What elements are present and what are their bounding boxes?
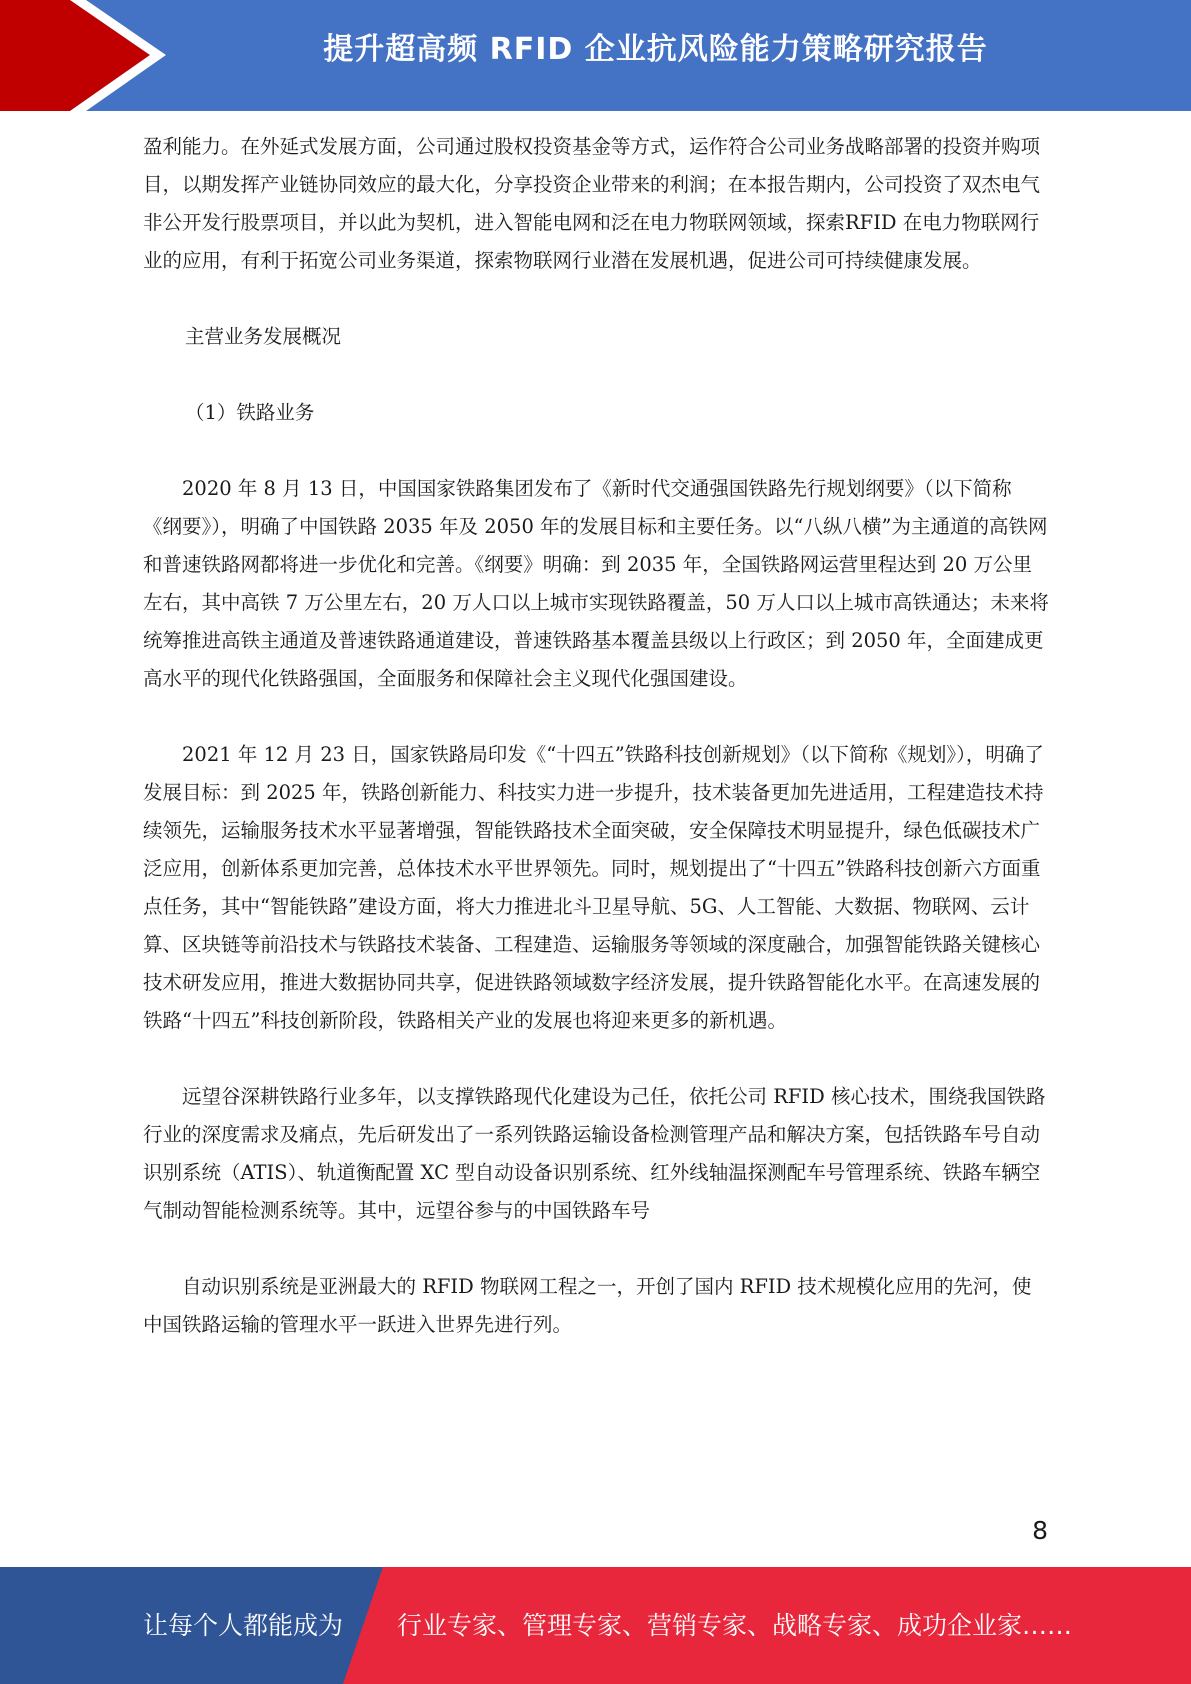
- subsection-heading-railway: （1）铁路业务: [185, 401, 315, 424]
- paragraph-company-railway: 远望谷深耕铁路行业多年，以支撑铁路现代化建设为己任，依托公司 RFID 核心技术，围绕我国铁路行业的深度需求及痛点，先后研发出了一系列铁路运输设备检测管理产品和解决方案，包括铁路车号自动识别系统（ATIS）、轨道衡配置 XC 型自动设备识别系统、红外线轴温探测配车号管理系统、铁路车辆空气制动智能检测系统等。其中，远望谷参与的中国铁路车号: [143, 1085, 1046, 1222]
- document-title: 提升超高频 RFID 企业抗风险能力策略研究报告: [323, 32, 988, 67]
- footer-slogan-right: 行业专家、管理专家、营销专家、战略专家、成功企业家……: [397, 1611, 1073, 1640]
- page-footer: [0, 1567, 1191, 1684]
- page-number: 8: [1032, 1516, 1048, 1545]
- paragraph-atis: 自动识别系统是亚洲最大的 RFID 物联网工程之一，开创了国内 RFID 技术规模化应用的先河，使中国铁路运输的管理水平一跃进入世界先进行列。: [143, 1275, 1032, 1336]
- paragraph-railway-plan-2021: 2021 年 12 月 23 日，国家铁路局印发《“十四五”铁路科技创新规划》（以下简称《规划》），明确了发展目标：到 2025 年，铁路创新能力、科技实力进一步提升，技术装备更加先进适用，工程建造技术持续领先，运输服务技术水平显著增强，智能铁路技术全面突破，安全保障技术明显提升，绿色低碳技术广泛应用，创新体系更加完善，总体技术水平世界领先。同时，规划提出了“十四五”铁路科技创新六方面重点任务，其中“智能铁路”建设方面，将大力推进北斗卫星导航、5G、人工智能、大数据、物联网、云计算、区块链等前沿技术与铁路技术装备、工程建造、运输服务等领域的深度融合，加强智能铁路关键核心技术研发应用，推进大数据协同共享，促进铁路领域数字经济发展，提升铁路智能化水平。在高速发展的铁路“十四五”科技创新阶段，铁路相关产业的发展也将迎来更多的新机遇。: [143, 743, 1044, 1032]
- paragraph-railway-plan-2020: 2020 年 8 月 13 日，中国国家铁路集团发布了《新时代交通强国铁路先行规划纲要》（以下简称《纲要》），明确了中国铁路 2035 年及 2050 年的发展目标和主要任务。以“八纵八横”为主通道的高铁网和普速铁路网都将进一步优化和完善。《纲要》明确：到 2035 年，全国铁路网运营里程达到 20 万公里左右，其中高铁 7 万公里左右，20 万人口以上城市实现铁路覆盖，50 万人口以上城市高铁通达；未来将统筹推进高铁主通道及普速铁路通道建设，普速铁路基本覆盖县级以上行政区；到 2050 年，全面建成更高水平的现代化铁路强国，全面服务和保障社会主义现代化强国建设。: [143, 477, 1049, 690]
- footer-slogan-left: 让每个人都能成为: [143, 1611, 344, 1640]
- paragraph-profitability: 盈利能力。在外延式发展方面，公司通过股权投资基金等方式，运作符合公司业务战略部署的投资并购项目，以期发挥产业链协同效应的最大化，分享投资企业带来的利润；在本报告期内，公司投资了双杰电气非公开发行股票项目，并以此为契机，进入智能电网和泛在电力物联网领域，探索RFID 在电力物联网行业的应用，有利于拓宽公司业务渠道，探索物联网行业潜在发展机遇，促进公司可持续健康发展。: [143, 135, 1041, 272]
- section-heading-main-business: 主营业务发展概况: [185, 325, 342, 348]
- page-header: [0, 0, 1191, 111]
- report-body: [143, 128, 1049, 1344]
